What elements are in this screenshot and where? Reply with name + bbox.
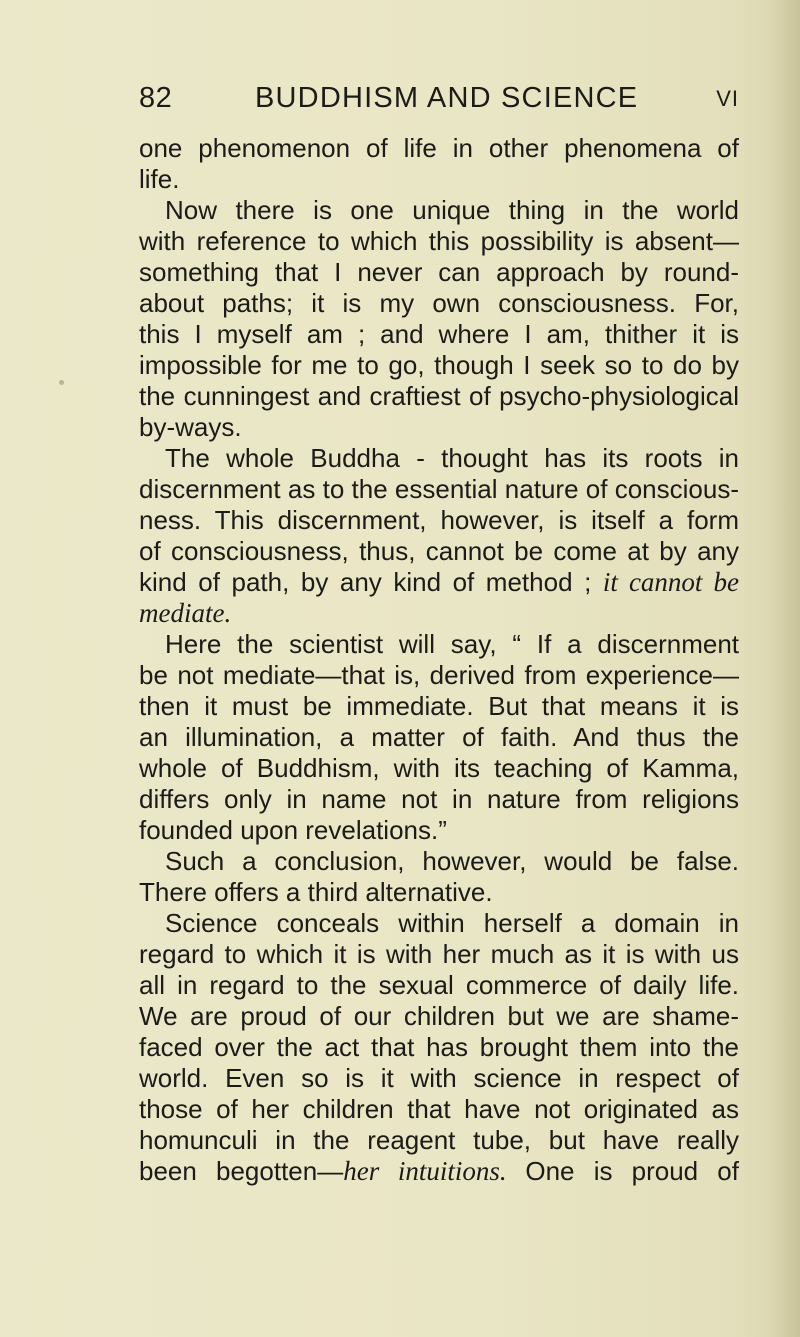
text-segment: with reference to which this possibility is absent—: [139, 226, 739, 256]
text-segment: Here the scientist will say, “ If a discernment: [165, 629, 739, 659]
text-line: [139, 784, 739, 815]
text-segment: about paths; it is my own consciousness. For,: [139, 288, 739, 318]
text-line: [139, 598, 739, 629]
text-segment: an illumination, a matter of faith. And thus the: [139, 722, 739, 752]
text-line: [139, 164, 739, 195]
text-segment: impossible for me to go, though I seek so to do by: [139, 350, 739, 380]
text-segment: Science conceals within herself a domain in: [165, 908, 739, 938]
text-segment: discernment as to the essential nature of conscious-: [139, 474, 739, 504]
text-line: [139, 1001, 739, 1032]
italic-text: it cannot be: [602, 567, 739, 597]
text-segment: been begotten—: [139, 1156, 344, 1186]
page-edge-shadow: [770, 0, 800, 1337]
text-line: [139, 133, 739, 164]
text-line: [139, 877, 739, 908]
text-segment: faced over the act that has brought them into the: [139, 1032, 739, 1062]
text-line: [139, 722, 739, 753]
text-segment: There offers a third alternative.: [139, 877, 493, 907]
text-line: [139, 1032, 739, 1063]
text-line: [139, 195, 739, 226]
text-line: [139, 443, 739, 474]
text-line: [139, 846, 739, 877]
text-segment: homunculi in the reagent tube, but have really: [139, 1125, 739, 1155]
text-line: [139, 381, 739, 412]
chapter-number: VI: [716, 86, 739, 111]
text-line: [139, 753, 739, 784]
text-segment: kind of path, by any kind of method ;: [139, 567, 603, 597]
text-line: [139, 288, 739, 319]
text-line: [139, 970, 739, 1001]
text-segment: life.: [139, 164, 180, 194]
text-line: [139, 319, 739, 350]
text-line: [139, 257, 739, 288]
running-header: [139, 82, 739, 122]
text-line: [139, 660, 739, 691]
text-segment: Now there is one unique thing in the world: [165, 195, 739, 225]
text-line: [139, 505, 739, 536]
text-segment: We are proud of our children but we are shame-: [139, 1001, 739, 1031]
text-line: [139, 1094, 739, 1125]
text-line: [139, 629, 739, 660]
text-line: [139, 1156, 739, 1187]
text-line: [139, 412, 739, 443]
text-segment: Such a conclusion, however, would be false.: [165, 846, 739, 876]
text-segment: of consciousness, thus, cannot be come at by any: [139, 536, 739, 566]
running-title: BUDDHISM AND SCIENCE: [255, 82, 639, 114]
text-segment: something that I never can approach by round-: [139, 257, 739, 287]
text-segment: one phenomenon of life in other phenomena of: [139, 133, 739, 163]
text-line: [139, 1063, 739, 1094]
text-segment: by-ways.: [139, 412, 242, 442]
text-segment: be not mediate—that is, derived from experience—: [139, 660, 739, 690]
text-line: [139, 536, 739, 567]
text-segment: ness. This discernment, however, is itself a form: [139, 505, 739, 535]
text-segment: whole of Buddhism, with its teaching of Kamma,: [139, 753, 739, 783]
italic-text: her intuitions.: [343, 1156, 526, 1186]
text-line: [139, 226, 739, 257]
text-segment: the cunningest and craftiest of psycho-physiological: [139, 381, 739, 411]
text-segment: regard to which it is with her much as it is with us: [139, 939, 739, 969]
text-segment: all in regard to the sexual commerce of daily life.: [139, 970, 739, 1000]
text-segment: The whole Buddha - thought has its roots in: [165, 443, 739, 473]
italic-text: mediate.: [139, 598, 232, 628]
text-segment: world. Even so is it with science in respect of: [139, 1063, 739, 1093]
text-line: [139, 691, 739, 722]
text-segment: One is proud of: [525, 1156, 739, 1186]
text-segment: differs only in name not in nature from religions: [139, 784, 739, 814]
paper-blemish: [59, 380, 64, 385]
text-segment: those of her children that have not originated as: [139, 1094, 739, 1124]
text-line: [139, 1125, 739, 1156]
text-line: [139, 350, 739, 381]
text-segment: then it must be immediate. But that means it is: [139, 691, 739, 721]
text-segment: this I myself am ; and where I am, thither it is: [139, 319, 739, 349]
text-line: [139, 474, 739, 505]
text-line: [139, 939, 739, 970]
text-line: [139, 567, 739, 598]
body-text: [139, 133, 739, 1187]
text-segment: founded upon revelations.”: [139, 815, 447, 845]
text-line: [139, 908, 739, 939]
text-line: [139, 815, 739, 846]
page-number: 82: [139, 82, 173, 114]
